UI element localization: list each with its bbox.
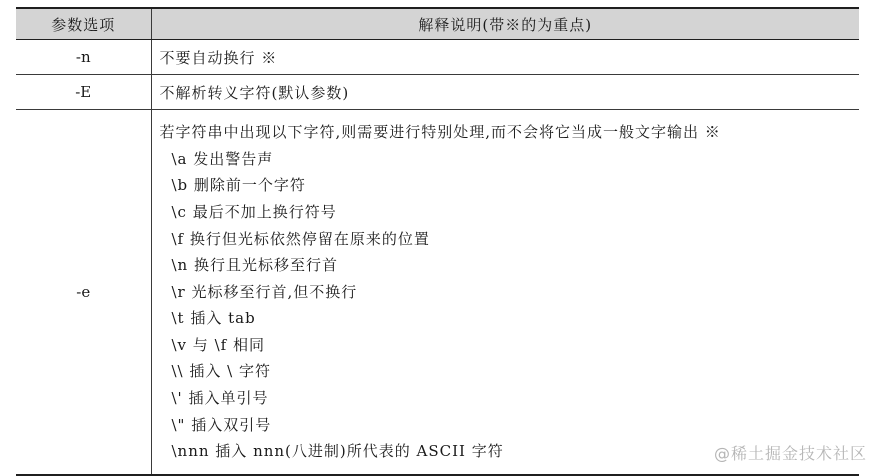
option-cell: -e [16, 110, 151, 476]
table-row [16, 110, 859, 476]
escape-item: \v 与 \f 相同 [171, 335, 265, 354]
table-header-row [16, 8, 859, 40]
description-cell: 不解析转义字符(默认参数) [151, 75, 859, 110]
escape-item: \" 插入双引号 [171, 415, 272, 434]
table-row [16, 75, 859, 110]
escape-intro: 若字符串中出现以下字符,则需要进行特别处理,而不会将它当成一般文字输出 ※ [159, 123, 721, 142]
escape-item: \c 最后不加上换行符号 [171, 202, 337, 221]
description-cell: 不要自动换行 ※ [151, 40, 859, 75]
option-cell: -E [16, 75, 151, 110]
escape-item: \a 发出警告声 [171, 149, 274, 168]
description-cell [151, 110, 859, 476]
escape-item: \n 换行且光标移至行首 [171, 256, 338, 275]
parameter-table [16, 7, 859, 476]
escape-item: \r 光标移至行首,但不换行 [171, 282, 358, 301]
escape-item: \b 删除前一个字符 [171, 176, 306, 195]
escape-item: \\ 插入 \ 字符 [171, 362, 271, 381]
option-cell: -n [16, 40, 151, 75]
table-row [16, 40, 859, 75]
escape-item: \nnn 插入 nnn(八进制)所代表的 ASCII 字符 [171, 442, 504, 461]
escape-item: \' 插入单引号 [171, 389, 269, 408]
escape-list [152, 119, 860, 465]
escape-item: \f 换行但光标依然停留在原来的位置 [171, 229, 430, 248]
header-description: 解释说明(带※的为重点) [151, 8, 859, 40]
escape-item: \t 插入 tab [171, 309, 256, 328]
watermark: @稀土掘金技术社区 [713, 444, 867, 463]
header-option: 参数选项 [16, 8, 151, 40]
